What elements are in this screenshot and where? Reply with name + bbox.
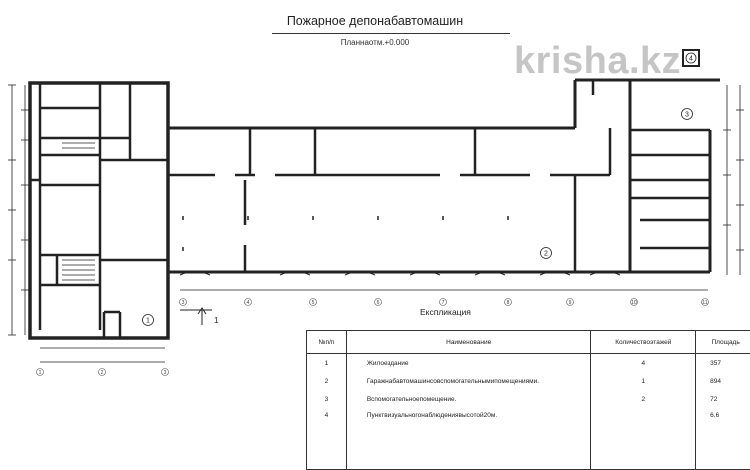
table-row [307, 354, 750, 373]
axis-label: 4 [246, 300, 250, 306]
row-num: 1 [307, 354, 347, 373]
axis-marker-top [180, 299, 187, 307]
axis-label: 3 [181, 300, 185, 306]
drawing-title: Пожарное депонабавтомашин [286, 14, 464, 28]
axis-marker-left [37, 369, 44, 377]
explication-title: Експликация [420, 307, 471, 317]
row-name: Гаражнабавтомашинсовспомогательнымипомещениями. [346, 372, 591, 390]
room-mark-4 [683, 50, 699, 66]
axis-marker-top [440, 299, 447, 307]
building-1-interior-walls [30, 83, 168, 338]
drawing-subtitle: Планнаотм.+0.000 [340, 38, 410, 47]
axis-label: 8 [506, 300, 510, 306]
explication-table [306, 330, 750, 470]
table-row [307, 408, 750, 470]
table-header-row [307, 331, 750, 354]
header-area: Площадь [696, 331, 750, 354]
row-area: 6.6 [696, 408, 750, 470]
axis-marker-left [99, 369, 106, 377]
left-dimension-lines [8, 85, 29, 335]
axis-label: 3 [163, 370, 167, 376]
stairs [62, 143, 95, 280]
axis-marker-top [310, 299, 317, 307]
svg-text:2: 2 [544, 250, 548, 258]
row-name: Пунктвизуальногонаблюдениявысотой20м. [346, 408, 591, 470]
axis-label: 10 [631, 300, 637, 306]
table-row [307, 390, 750, 408]
axis-marker-top [505, 299, 512, 307]
row-num: 2 [307, 372, 347, 390]
row-area: 357 [696, 354, 750, 373]
header-name: Наименование [346, 331, 591, 354]
axis-marker-top [567, 299, 574, 307]
axis-marker-top [375, 299, 382, 307]
svg-text:1: 1 [146, 317, 150, 325]
axis-label: 5 [311, 300, 315, 306]
svg-text:3: 3 [685, 111, 689, 119]
row-num: 3 [307, 390, 347, 408]
row-floors: 4 [591, 354, 696, 373]
row-area: 894 [696, 372, 750, 390]
axis-label: 1 [38, 370, 42, 376]
axis-marker-top [702, 299, 709, 307]
axis-label: 2 [100, 370, 104, 376]
header-num: №п/п [307, 331, 347, 354]
svg-text:4: 4 [689, 55, 693, 63]
axis-marker-top [245, 299, 252, 307]
row-name: Жилоездание [346, 354, 591, 373]
row-floors [591, 408, 696, 470]
row-floors: 2 [591, 390, 696, 408]
axis-marker-left [162, 369, 169, 377]
axis-marker-top [631, 299, 638, 307]
row-area: 72 [696, 390, 750, 408]
row-name: Вспомогательноепомещение. [346, 390, 591, 408]
row-num: 4 [307, 408, 347, 470]
axis-label: 6 [376, 300, 380, 306]
header-floors: Количествоэтажей [591, 331, 696, 354]
watermark: krisha.kz [514, 40, 682, 82]
section-arrow-label: 1 [214, 316, 219, 325]
row-floors: 1 [591, 372, 696, 390]
room-mark-3 [682, 109, 693, 120]
table-row [307, 372, 750, 390]
axis-label: 11 [702, 300, 708, 306]
axis-label: 7 [441, 300, 445, 306]
right-dimension-lines [723, 85, 744, 275]
room-mark-1 [143, 315, 154, 326]
room-mark-2 [541, 248, 552, 259]
column-markers [183, 216, 508, 251]
axis-label: 9 [568, 300, 572, 306]
section-arrow [180, 308, 212, 325]
